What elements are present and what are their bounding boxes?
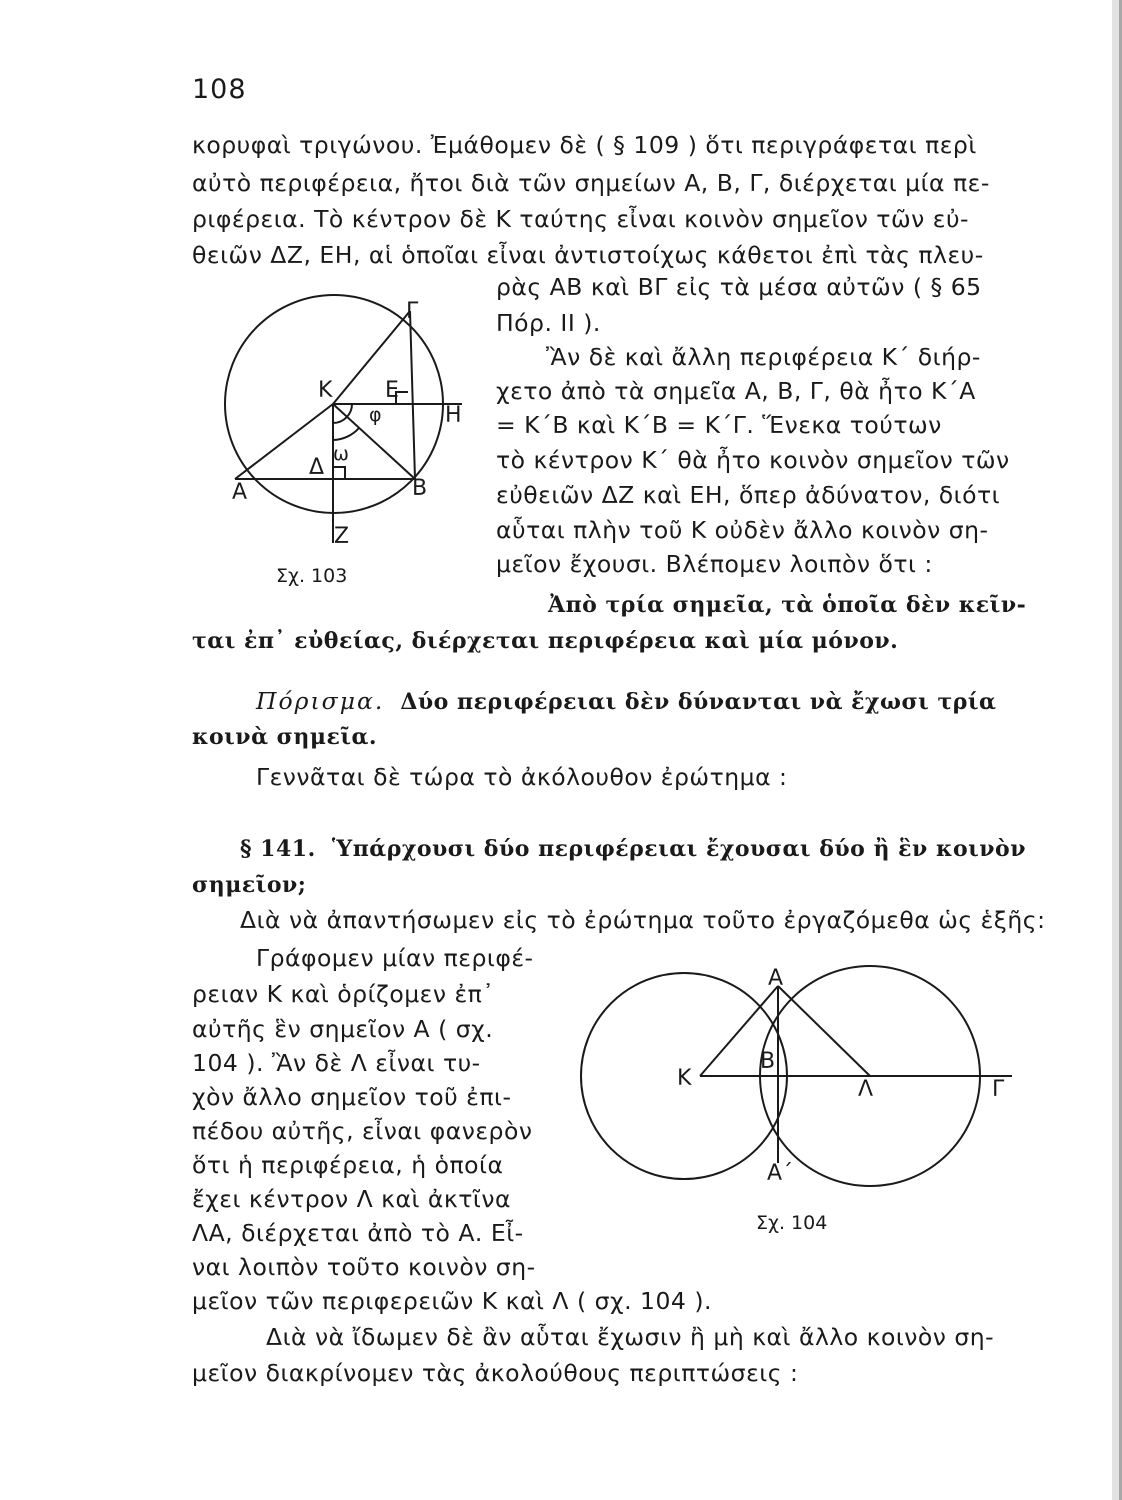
paragraph-line: ὅτι ἡ περιφέρεια, ἡ ὁποία bbox=[192, 1151, 504, 1179]
paragraph-line: αὐτὸ περιφέρεια, ἤτοι διὰ τῶν σημείων Α, Β, Γ, διέρχεται μία πε- bbox=[192, 169, 990, 197]
label-phi: φ bbox=[369, 404, 382, 426]
paragraph-line: κορυφαὶ τριγώνου. Ἐμάθομεν δὲ ( § 109 ) ὅτι περιγράφεται περὶ bbox=[192, 131, 977, 159]
paragraph-line: 104 ). Ἂν δὲ Λ εἶναι τυ- bbox=[192, 1049, 481, 1077]
label-gamma: Γ bbox=[406, 299, 419, 324]
question-intro: Γεννᾶται δὲ τώρα τὸ ἀκόλουθον ἐρώτημα : bbox=[256, 763, 788, 791]
figure-104-caption: Σχ. 104 bbox=[756, 1212, 828, 1234]
section-title: Ὑπάρχουσι δύο περιφέρειαι ἔχουσαι δύο ἢ ἓν κοινὸν bbox=[331, 836, 1026, 862]
label-zeta: Ζ bbox=[334, 524, 350, 549]
angle-arc-omega bbox=[333, 428, 359, 440]
paragraph-line: ναι λοιπὸν τοῦτο κοινὸν ση- bbox=[192, 1253, 536, 1281]
paragraph-line: χετο ἀπὸ τὰ σημεῖα Α, Β, Γ, θὰ ἦτο Κ΄Α bbox=[496, 377, 976, 405]
paragraph-line: χὸν ἄλλο σημεῖον τοῦ ἐπι- bbox=[192, 1083, 512, 1111]
corollary-text-line2: κοινὰ σημεῖα. bbox=[192, 724, 378, 750]
paragraph-line: αὐτῆς ἓν σημεῖον Α ( σχ. bbox=[192, 1015, 494, 1043]
paragraph-line: πέδου αὐτῆς, εἶναι φανερὸν bbox=[192, 1117, 533, 1145]
segment-la bbox=[778, 986, 870, 1076]
paragraph-line: ρειαν Κ καὶ ὁρίζομεν ἐπ᾿ bbox=[192, 980, 495, 1008]
corollary-label: Πόρισμα. bbox=[256, 687, 385, 715]
paragraph-line: ριφέρεια. Τὸ κέντρον δὲ Κ ταύτης εἶναι κοινὸν σημεῖον τῶν εὐ- bbox=[192, 205, 970, 233]
label-epsilon: Ε bbox=[385, 378, 399, 403]
paragraph-line: Πόρ. ΙΙ ). bbox=[496, 309, 601, 337]
label-alpha: Α bbox=[232, 480, 248, 505]
paragraph-line: μεῖον ἔχουσι. Βλέπομεν λοιπὸν ὅτι : bbox=[496, 550, 933, 578]
label-delta: Δ bbox=[309, 455, 325, 480]
label-eta: Η bbox=[445, 403, 462, 428]
paragraph-line: = Κ΄Β καὶ Κ΄Β = Κ΄Γ. Ἕνεκα τούτων bbox=[496, 411, 942, 439]
paragraph-line: Ἂν δὲ καὶ ἄλλη περιφέρεια Κ΄ διήρ- bbox=[546, 343, 981, 371]
label-alpha: Α bbox=[768, 966, 784, 991]
label-beta: Β bbox=[760, 1049, 776, 1074]
section-number: § 141. bbox=[240, 836, 316, 862]
theorem-line: ται ἐπ᾿ εὐθείας, διέρχεται περιφέρεια καὶ μία μόνον. bbox=[192, 628, 899, 654]
paragraph-line: τὸ κέντρον Κ΄ θὰ ἦτο κοινὸν σημεῖον τῶν bbox=[496, 446, 1010, 474]
label-alpha-prime: Α΄ bbox=[767, 1161, 794, 1186]
corollary-text: Δύο περιφέρειαι δὲν δύνανται νὰ ἔχωσι τρία bbox=[400, 689, 997, 715]
label-gamma: Γ bbox=[992, 1077, 1005, 1102]
label-kappa: Κ bbox=[318, 378, 333, 403]
paragraph-line: Γράφομεν μίαν περιφέ- bbox=[256, 944, 534, 972]
section-title-line2: σημεῖον; bbox=[192, 872, 307, 898]
paragraph-line: ἔχει κέντρον Λ καὶ ἀκτῖνα bbox=[192, 1185, 511, 1213]
paragraph-line: μεῖον τῶν περιφερειῶν Κ καὶ Λ ( σχ. 104 ). bbox=[192, 1287, 712, 1315]
page-number: 108 bbox=[192, 74, 247, 105]
answer-intro: Διὰ νὰ ἀπαντήσωμεν εἰς τὸ ἐρώτημα τοῦτο ἐργαζόμεθα ὡς ἑξῆς: bbox=[240, 906, 1046, 934]
label-kappa: Κ bbox=[677, 1066, 692, 1091]
label-omega: ω bbox=[333, 443, 349, 465]
corollary bbox=[256, 684, 996, 719]
right-angle-mark bbox=[333, 467, 345, 479]
side-bg bbox=[410, 311, 415, 479]
section-heading bbox=[240, 832, 1026, 866]
figure-103 bbox=[200, 290, 480, 570]
paragraph-line: εὐθειῶν ΔΖ καὶ ΕΗ, ὅπερ ἀδύνατον, διότι bbox=[496, 481, 1001, 509]
paragraph-line: θειῶν ΔΖ, ΕΗ, αἱ ὁποῖαι εἶναι ἀντιστοίχως κάθετοι ἐπὶ τὰς πλευ- bbox=[192, 241, 984, 269]
paragraph-line: αὗται πλὴν τοῦ Κ οὐδὲν ἄλλο κοινὸν ση- bbox=[496, 516, 989, 544]
figure-103-caption: Σχ. 103 bbox=[276, 565, 348, 587]
label-beta: Β bbox=[412, 476, 428, 501]
label-lambda: Λ bbox=[858, 1077, 874, 1102]
figure-104 bbox=[575, 965, 1030, 1195]
theorem-line: Ἀπὸ τρία σημεῖα, τὰ ὁποῖα δὲν κεῖν- bbox=[548, 592, 1027, 618]
paragraph-line: ρὰς ΑΒ καὶ ΒΓ εἰς τὰ μέσα αὐτῶν ( § 65 bbox=[496, 273, 982, 301]
paragraph-line: ΛΑ, διέρχεται ἀπὸ τὸ Α. Εἶ- bbox=[192, 1219, 524, 1247]
paragraph-line: μεῖον διακρίνομεν τὰς ἀκολούθους περιπτώσεις : bbox=[192, 1359, 799, 1387]
paragraph-line: Διὰ νὰ ἴδωμεν δὲ ἂν αὗται ἔχωσιν ἢ μὴ καὶ ἄλλο κοινὸν ση- bbox=[266, 1323, 995, 1351]
